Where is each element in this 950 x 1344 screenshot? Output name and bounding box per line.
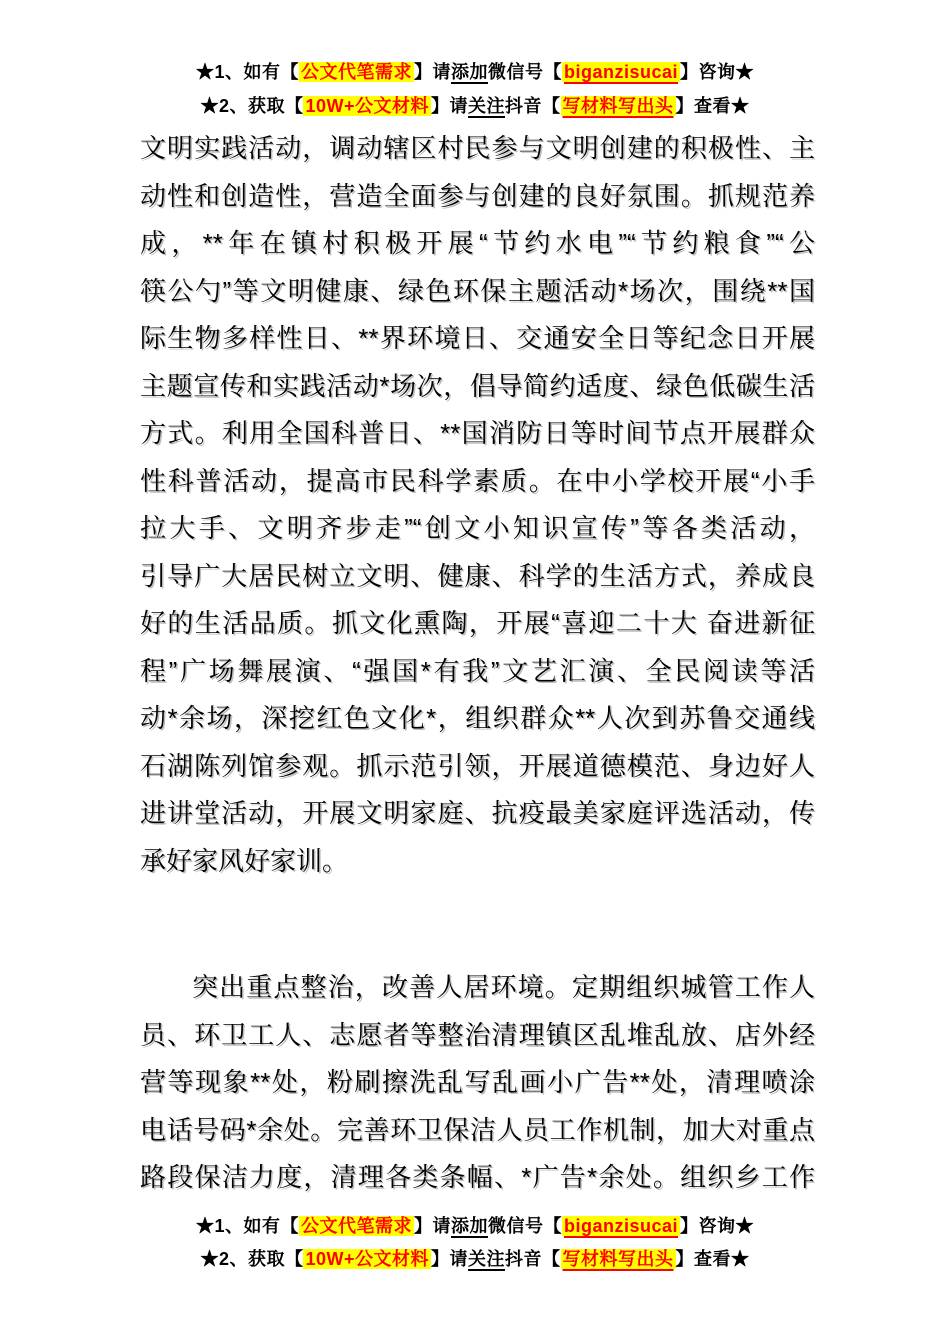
text-line: 员、环卫工人、志愿者等整治清理镇区乱堆乱放、店外经 [140, 1019, 815, 1050]
promo-douyin-id: 写材料写出头 [562, 1248, 674, 1269]
text-line: 方式。利用全国科普日、**国消防日等时间节点开展群众 [140, 418, 815, 448]
paragraph [140, 125, 815, 885]
text-line: 进讲堂活动，开展文明家庭、抗疫最美家庭评选活动，传 [140, 798, 815, 828]
promo-header-line-2 [0, 89, 950, 123]
promo-underline: 添加 [450, 62, 488, 82]
text-line: 营等现象**处，粉刷擦洗乱写乱画小广告**处，清理喷涂 [140, 1067, 815, 1097]
promo-douyin-id: 写材料写出头 [562, 96, 674, 116]
paragraph [140, 964, 815, 1202]
promo-text: 】咨询★ [680, 62, 755, 82]
promo-wechat-id: biganzisucai [563, 1215, 679, 1236]
text-line: 主题宣传和实践活动*场次，倡导简约适度、绿色低碳生活 [140, 370, 815, 401]
promo-text: 】请 [431, 1248, 469, 1269]
text-line: 拉大手、文明齐步走”“创文小知识宣传”等各类活动， [140, 513, 815, 543]
text-line: 筷公勺”等文明健康、绿色环保主题活动*场次，围绕**国 [140, 275, 815, 306]
text-line: 文明实践活动，调动辖区村民参与文明创建的积极性、主 [140, 133, 815, 163]
promo-highlight: 公文代笔需求 [300, 1215, 412, 1236]
promo-text: 抖音【 [505, 1248, 561, 1269]
promo-header-line-1 [0, 55, 950, 89]
promo-footer-line-2 [0, 1243, 950, 1276]
text-line: 程”广场舞展演、“强国*有我”文艺汇演、全民阅读等活 [140, 655, 815, 686]
promo-text: 】查看★ [675, 96, 750, 116]
text-line: 突出重点整治，改善人居环境。定期组织城管工作人 [192, 972, 815, 1002]
promo-text: 微信号【 [487, 1215, 562, 1236]
promo-text: ★1、如有【 [195, 62, 299, 82]
promo-header [0, 0, 950, 123]
promo-wechat-id: biganzisucai [563, 62, 679, 82]
text-line: 引导广大居民树立文明、健康、科学的生活方式，养成良 [140, 560, 815, 591]
text-line: 好的生活品质。抓文化熏陶，开展“喜迎二十大 奋进新征 [140, 608, 815, 638]
promo-text: 微信号【 [487, 62, 562, 82]
promo-text: ★1、如有【 [195, 1215, 299, 1236]
promo-underline: 关注 [468, 1248, 506, 1269]
text-line: 路段保洁力度，清理各类条幅、*广告*余处。组织乡工作 [140, 1162, 815, 1192]
text-line: 动性和创造性，营造全面参与创建的良好氛围。抓规范养 [140, 180, 815, 211]
promo-footer-line-1 [0, 1210, 950, 1243]
promo-text: ★2、获取【 [200, 1248, 304, 1269]
text-line: 际生物多样性日、**界环境日、交通安全日等纪念日开展 [140, 323, 815, 353]
promo-text: 】查看★ [675, 1248, 750, 1269]
promo-highlight: 10W+公文材料 [305, 1248, 430, 1269]
promo-highlight: 10W+公文材料 [305, 96, 430, 116]
promo-text: ★2、获取【 [200, 96, 304, 116]
promo-highlight: 公文代笔需求 [300, 62, 412, 82]
promo-text: 】请 [413, 62, 451, 82]
text-line: 电话号码*余处。完善环卫保洁人员工作机制，加大对重点 [140, 1114, 815, 1145]
promo-underline: 添加 [450, 1215, 488, 1236]
promo-text: 】咨询★ [680, 1215, 755, 1236]
promo-text: 抖音【 [505, 96, 561, 116]
text-line: 动*余场，深挖红色文化*，组织群众**人次到苏鲁交通线 [140, 703, 815, 733]
document-body [140, 125, 815, 1202]
promo-underline: 关注 [468, 96, 506, 116]
text-line: 性科普活动，提高市民科学素质。在中小学校开展“小手 [140, 465, 815, 496]
text-line: 承好家风好家训。 [140, 845, 349, 876]
text-line: 石湖陈列馆参观。抓示范引领，开展道德模范、身边好人 [140, 750, 815, 781]
text-line: 成，**年在镇村积极开展“节约水电”“节约粮食”“公 [140, 228, 815, 258]
promo-text: 】请 [431, 96, 469, 116]
promo-text: 】请 [413, 1215, 451, 1236]
promo-footer [0, 1210, 950, 1276]
